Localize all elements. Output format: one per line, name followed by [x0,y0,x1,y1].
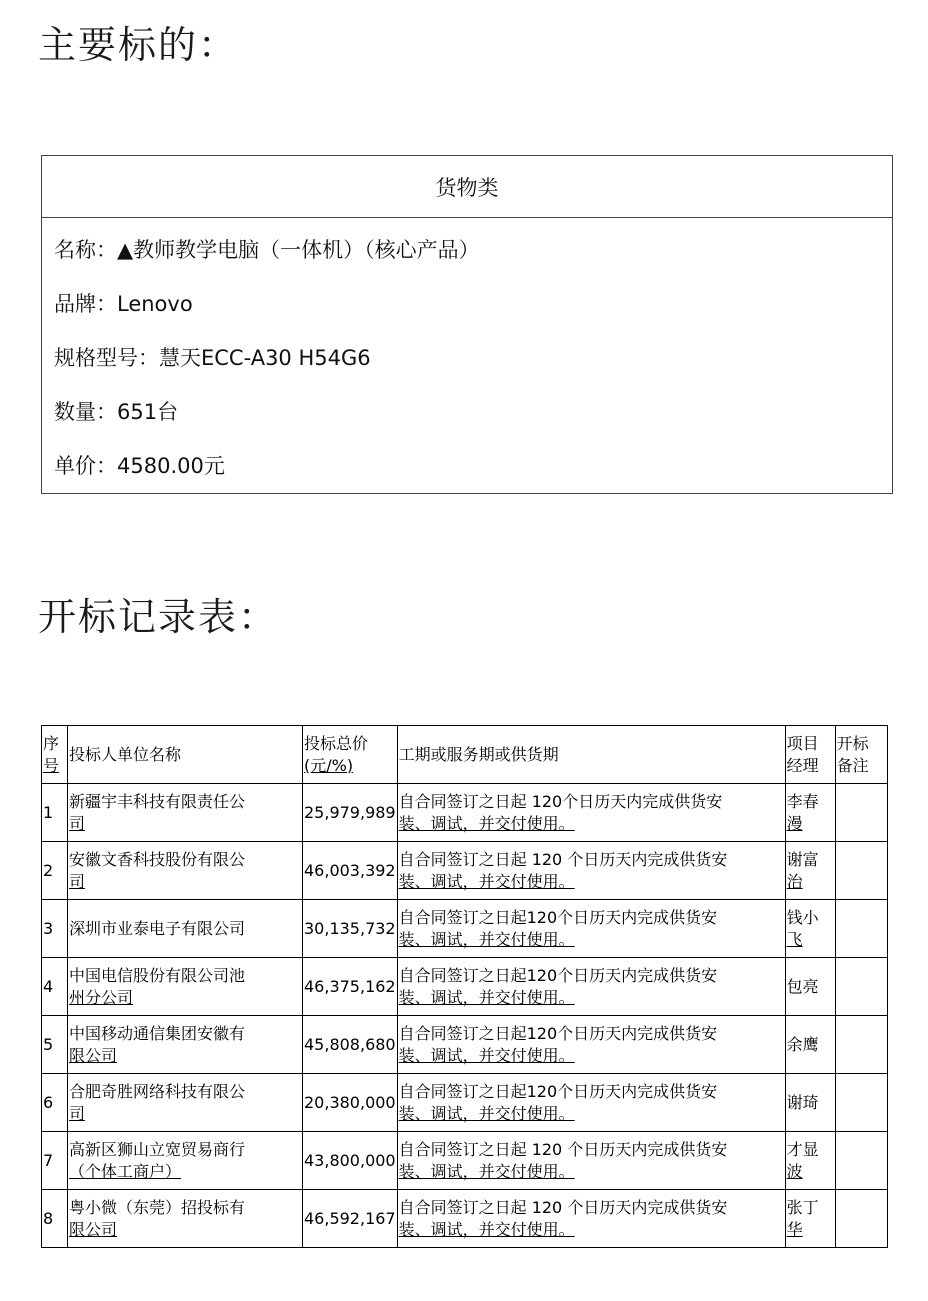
row-remarks [835,1074,887,1132]
row-bidder-name [68,1190,303,1248]
table-row [42,1132,888,1190]
manager-line1: 余鹰 [786,1034,819,1054]
period-line1: 自合同签订之日起 120 个日历天内完成供货安 [398,1139,728,1159]
row-bidder-name [68,958,303,1016]
row-bid-price [303,1132,398,1190]
bid-price-text: 43,800,000 [304,1150,396,1170]
main-subject-heading: 主要标的： [38,23,239,67]
row-index [42,1132,68,1190]
bidder-name-line1: 深圳市业泰电子有限公司 [69,918,246,938]
period-line2: 装、调试，并交付使用。 [398,1103,575,1123]
row-bidder-name [68,1016,303,1074]
bidder-name-line1: 粤小微（东莞）招投标有 [69,1197,246,1217]
manager-line2: 飞 [786,929,803,949]
header-manager-line1: 项目 [786,733,819,753]
period-line2: 装、调试，并交付使用。 [398,1045,575,1065]
row-bid-price [303,842,398,900]
period-line2: 装、调试，并交付使用。 [398,1219,575,1239]
bid-record-table [41,725,888,1248]
manager-line2: 波 [786,1161,803,1181]
period-line2: 装、调试，并交付使用。 [398,1161,575,1181]
manager-line2: 漫 [786,813,803,833]
row-period [397,842,785,900]
row-bidder-name [68,784,303,842]
period-line1: 自合同签订之日起 120 个日历天内完成供货安 [398,849,728,869]
row-project-manager [785,1132,835,1190]
row-period [397,1132,785,1190]
row-index-text: 7 [43,1150,54,1170]
row-project-manager [785,1016,835,1074]
header-index [42,726,68,784]
row-bid-price [303,1016,398,1074]
header-index-line1: 序 [43,733,60,753]
header-project-manager [785,726,835,784]
manager-line2: 治 [786,871,803,891]
bidder-name-line2: 司 [69,871,86,891]
row-index-text: 3 [43,918,54,938]
header-index-line2: 号 [43,755,60,775]
header-price-line2: (元/%) [304,755,354,775]
row-remarks [835,784,887,842]
goods-name-line: 名称：▲教师教学电脑（一体机）（核心产品） [54,238,480,262]
row-index-text: 4 [43,976,54,996]
bidder-name-line1: 中国电信股份有限公司池 [69,965,246,985]
period-line1: 自合同签订之日起 120 个日历天内完成供货安 [398,1197,728,1217]
bidder-name-line2: 限公司 [69,1045,118,1065]
bidder-name-line1: 安徽文香科技股份有限公 [69,849,246,869]
manager-line1: 包亮 [786,976,819,996]
row-index [42,1074,68,1132]
manager-line1: 钱小 [786,907,819,927]
row-bid-price [303,958,398,1016]
row-index [42,784,68,842]
manager-line1: 李春 [786,791,819,811]
bid-price-text: 20,380,000 [304,1092,396,1112]
bid-price-text: 45,808,680 [304,1034,396,1054]
row-index [42,1190,68,1248]
goods-info-box [41,155,893,494]
table-row [42,1190,888,1248]
bid-price-text: 25,979,989 [304,802,396,822]
row-bid-price [303,1074,398,1132]
row-index [42,958,68,1016]
row-project-manager [785,900,835,958]
row-bid-price [303,1190,398,1248]
manager-line1: 谢富 [786,849,819,869]
table-row [42,784,888,842]
bidder-name-line2: 限公司 [69,1219,118,1239]
row-bidder-name [68,1132,303,1190]
manager-line2: 华 [786,1219,803,1239]
period-line2: 装、调试，并交付使用。 [398,871,575,891]
period-line2: 装、调试，并交付使用。 [398,813,575,833]
table-row [42,1016,888,1074]
header-bidder-name-text: 投标人单位名称 [69,744,182,764]
goods-category-title: 货物类 [42,156,892,218]
row-bid-price [303,900,398,958]
header-period-text: 工期或服务期或供货期 [398,744,559,764]
period-line2: 装、调试，并交付使用。 [398,987,575,1007]
header-bid-price [303,726,398,784]
row-period [397,784,785,842]
goods-details [42,218,892,492]
header-remarks-line2: 备注 [836,755,869,775]
bidder-name-line2: 州分公司 [69,987,134,1007]
row-project-manager [785,1074,835,1132]
manager-line1: 才显 [786,1139,819,1159]
table-row [42,958,888,1016]
row-bidder-name [68,1074,303,1132]
row-remarks [835,958,887,1016]
period-line1: 自合同签订之日起 120个日历天内完成供货安 [398,791,723,811]
row-project-manager [785,1190,835,1248]
period-line1: 自合同签订之日起120个日历天内完成供货安 [398,1081,718,1101]
row-index-text: 6 [43,1092,54,1112]
row-period [397,1016,785,1074]
bid-price-text: 30,135,732 [304,918,396,938]
row-project-manager [785,958,835,1016]
table-header-row [42,726,888,784]
bid-price-text: 46,375,162 [304,976,396,996]
row-project-manager [785,784,835,842]
row-index [42,1016,68,1074]
period-line1: 自合同签订之日起120个日历天内完成供货安 [398,907,718,927]
row-remarks [835,1016,887,1074]
row-index [42,842,68,900]
row-remarks [835,1132,887,1190]
row-bid-price [303,784,398,842]
table-row [42,1074,888,1132]
manager-line1: 张丁 [786,1197,819,1217]
manager-line1: 谢琦 [786,1092,819,1112]
period-line2: 装、调试，并交付使用。 [398,929,575,949]
header-remarks-line1: 开标 [836,733,869,753]
period-line1: 自合同签订之日起120个日历天内完成供货安 [398,1023,718,1043]
bid-record-heading: 开标记录表： [38,595,279,639]
bidder-name-line2: 司 [69,1103,86,1123]
header-bidder-name [68,726,303,784]
bidder-name-line1: 合肥奇胜网络科技有限公 [69,1081,246,1101]
row-index-text: 1 [43,802,54,822]
row-remarks [835,900,887,958]
header-manager-line2: 经理 [786,755,819,775]
bidder-name-line2: （个体工商户） [69,1161,182,1181]
header-remarks [835,726,887,784]
row-remarks [835,1190,887,1248]
goods-quantity-line: 数量：651台 [54,400,179,424]
row-bidder-name [68,900,303,958]
row-index [42,900,68,958]
row-index-text: 5 [43,1034,54,1054]
row-project-manager [785,842,835,900]
period-line1: 自合同签订之日起120个日历天内完成供货安 [398,965,718,985]
bidder-name-line2: 司 [69,813,86,833]
header-price-line1: 投标总价 [304,733,369,753]
bidder-name-line1: 高新区狮山立宽贸易商行 [69,1139,246,1159]
row-period [397,1074,785,1132]
row-index-text: 8 [43,1208,54,1228]
goods-unit-price-line: 单价：4580.00元 [54,454,225,478]
row-period [397,958,785,1016]
bidder-name-line1: 中国移动通信集团安徽有 [69,1023,246,1043]
row-remarks [835,842,887,900]
goods-brand-line: 品牌：Lenovo [54,292,193,316]
bid-price-text: 46,592,167 [304,1208,396,1228]
table-row [42,842,888,900]
header-period [397,726,785,784]
bid-price-text: 46,003,392 [304,860,396,880]
row-period [397,900,785,958]
table-row [42,900,888,958]
goods-model-line: 规格型号：慧天ECC-A30 H54G6 [54,346,371,370]
bidder-name-line1: 新疆宇丰科技有限责任公 [69,791,246,811]
row-bidder-name [68,842,303,900]
row-period [397,1190,785,1248]
row-index-text: 2 [43,860,54,880]
